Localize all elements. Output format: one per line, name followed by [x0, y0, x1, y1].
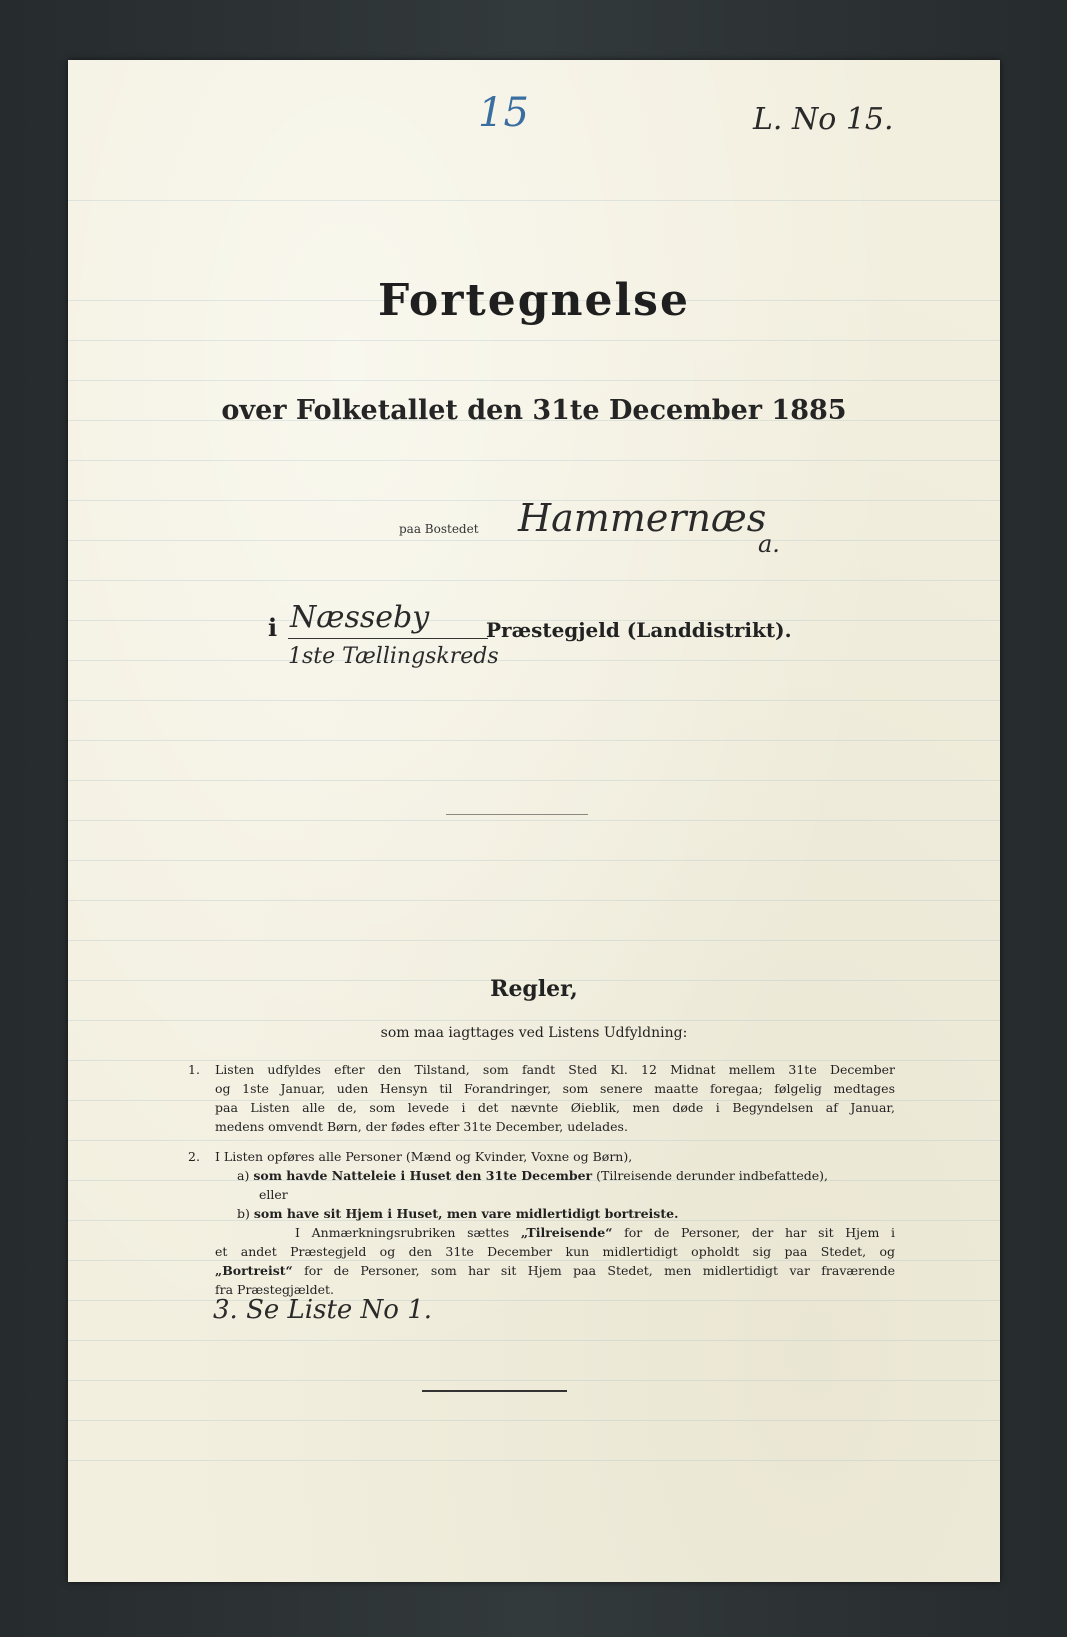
handwritten-list-number: L. No 15.	[753, 102, 894, 137]
rule-line: et andet Præstegjeld og den 31te December kun midlertidigt opholdt sig paa Stedet, og	[215, 1244, 895, 1259]
rules-title: Regler,	[490, 976, 578, 1002]
handwritten-place-suffix: a.	[758, 530, 780, 558]
page-subtitle: over Folketallet den 31te December 1885	[221, 395, 847, 426]
rule-line: medens omvendt Børn, der fødes efter 31te December, udelades.	[215, 1119, 628, 1134]
handwritten-district-note: 1ste Tællingskreds	[288, 644, 499, 669]
handwritten-rule-3-note: 3. Se Liste No 1.	[213, 1295, 433, 1325]
rule-number: 1.	[188, 1062, 200, 1077]
rules-subtitle: som maa iagttages ved Listens Udfyldning:	[380, 1025, 688, 1041]
handwritten-place-name: Hammernæs	[518, 496, 767, 540]
rule-2	[188, 1147, 895, 1299]
parish-underline	[288, 638, 488, 639]
place-label: paa Bostedet	[399, 522, 479, 536]
rule-line: og 1ste Januar, uden Hensyn til Forandringer, som senere maatte foregaa; følgelig medtages	[215, 1081, 895, 1096]
handwritten-sheet-number: 15	[478, 90, 529, 136]
rule-line: a) som havde Natteleie i Huset den 31te December (Tilreisende derunder indbefattede),	[237, 1168, 828, 1183]
divider	[422, 1390, 567, 1392]
rule-number: 2.	[188, 1149, 200, 1164]
rule-line: b) som have sit Hjem i Huset, men vare midlertidigt bortreiste.	[237, 1206, 679, 1221]
rule-line: I Listen opføres alle Personer (Mænd og Kvinder, Voxne og Børn),	[215, 1149, 633, 1164]
rule-line: Listen udfyldes efter den Tilstand, som fandt Sted Kl. 12 Midnat mellem 31te December	[215, 1062, 895, 1077]
page-title: Fortegnelse	[378, 275, 690, 326]
parish-label: Præstegjeld (Landdistrikt).	[486, 618, 792, 642]
handwritten-parish-name: Næsseby	[290, 600, 430, 635]
rule-line: eller	[259, 1187, 288, 1202]
document-page	[68, 60, 1000, 1582]
rule-line: paa Listen alle de, som levede i det nævnte Øieblik, men døde i Begyndelsen af Januar,	[215, 1100, 895, 1115]
rule-line: „Bortreist“ for de Personer, som har sit Hjem paa Stedet, men midlertidigt var fraværende	[215, 1263, 895, 1278]
rule-line: fra Præstegjældet.	[215, 1282, 335, 1297]
rule-line: I Anmærkningsrubriken sættes „Tilreisende“ for de Personer, der har sit Hjem i	[295, 1225, 895, 1240]
divider	[446, 814, 588, 815]
parish-prefix: i	[268, 613, 278, 642]
rule-1	[188, 1060, 895, 1136]
